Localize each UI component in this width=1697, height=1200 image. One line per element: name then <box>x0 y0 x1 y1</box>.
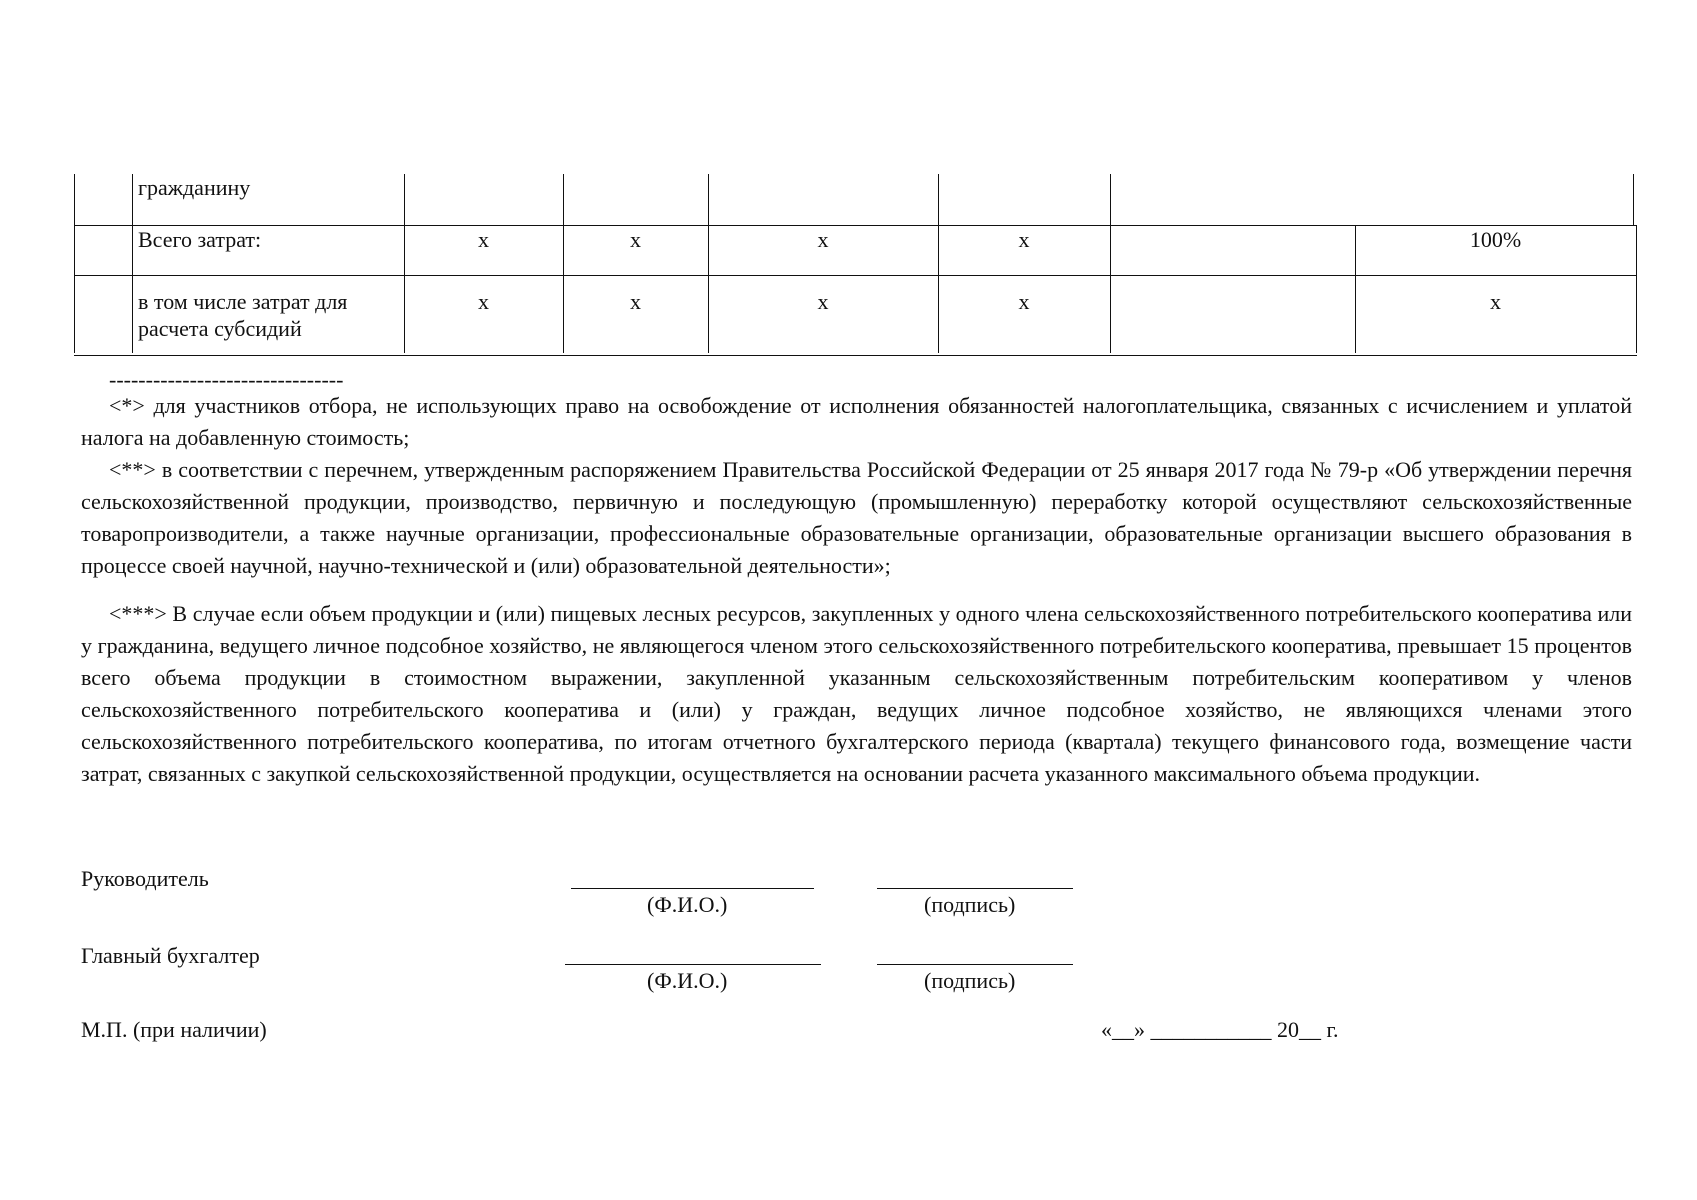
table-cell-percent: 100% <box>1469 227 1522 252</box>
table-cell <box>563 174 708 225</box>
table-border <box>563 174 564 353</box>
table-cell: х <box>817 289 829 314</box>
table-border <box>1633 174 1634 225</box>
table-cell <box>1110 226 1355 275</box>
table-border <box>1110 174 1111 353</box>
accountant-fio-caption: (Ф.И.О.) <box>647 968 728 993</box>
head-label: Руководитель <box>81 866 209 891</box>
footnote-separator: -------------------------------- <box>109 367 344 392</box>
head-fio-line[interactable] <box>571 888 814 889</box>
table-border <box>1636 225 1637 353</box>
table-cell <box>404 174 563 225</box>
table-border <box>404 174 405 353</box>
table-cell: х <box>1018 289 1030 314</box>
table-row-total <box>74 225 1637 275</box>
footnote-spacer <box>81 582 1632 598</box>
table-row <box>74 174 1637 225</box>
head-fio-caption: (Ф.И.О.) <box>647 892 728 917</box>
table-cell <box>938 174 1110 225</box>
table-cell: х <box>478 227 489 252</box>
accountant-fio-line[interactable] <box>565 964 821 965</box>
footnote-2: <**> в соответствии с перечнем, утвержденным распоряжением Правительства Российской Федерации от 25 января 2017 года № 79-р «Об утверждении перечня сельскохозяйственной продукции, производство, первичную и последующую (промышленную) переработку которой осуществляют сельскохозяйственные товаропроизводители, а также научные организации, профессиональные образовательные организации, образовательные организации высшего образования в процессе своей научной, научно-технической и (или) образовательной деятельности»; <box>81 457 1632 578</box>
table-cell <box>1110 174 1355 225</box>
table-cell: х <box>1018 227 1030 252</box>
table-cell <box>708 174 938 225</box>
accountant-signature-caption: (подпись) <box>924 968 1016 993</box>
table-border <box>132 174 133 353</box>
table-border <box>74 174 75 353</box>
table-cell-name: в том числе затрат для расчета субсидий <box>138 289 348 341</box>
table-cell: х <box>630 289 641 314</box>
table-cell-number <box>74 174 132 225</box>
table-cell: х <box>1490 289 1501 314</box>
table-cell-name: гражданину <box>138 175 251 200</box>
footnotes <box>81 367 1632 790</box>
table-cell: х <box>817 227 829 252</box>
footnote-3: <***> В случае если объем продукции и (или) пищевых лесных ресурсов, закупленных у одного члена сельскохозяйственного потребительского кооператива или у гражданина, ведущего личное подсобное хозяйство, не являющегося членом этого сельскохозяйственного потребительского кооператива, превышает 15 процентов всего объема продукции в стоимостном выражении, закупленной указанным сельскохозяйственным потребительским кооперативом у членов сельскохозяйственного потребительского кооператива и (или) у граждан, ведущих личное подсобное хозяйство, не являющихся членами этого сельскохозяйственного потребительского кооператива, по итогам отчетного бухгалтерского периода (квартала) текущего финансового года, возмещение части затрат, связанных с закупкой сельскохозяйственной продукции, осуществляется на основании расчета указанного максимального объема продукции. <box>81 601 1632 786</box>
table-row-subsidy <box>74 275 1637 356</box>
table-cell <box>1110 276 1355 355</box>
table-border <box>938 174 939 353</box>
date-field[interactable]: «__» ___________ 20__ г. <box>1101 1017 1339 1042</box>
table-cell: х <box>630 227 641 252</box>
footnote-1: <*> для участников отбора, не использующих право на освобождение от исполнения обязанностей налогоплательщика, связанных с исчислением и уплатой налога на добавленную стоимость; <box>81 393 1632 450</box>
table-border <box>708 174 709 353</box>
head-signature-line[interactable] <box>877 888 1073 889</box>
table-cell-number <box>74 276 132 355</box>
table-border <box>1355 225 1356 353</box>
head-signature-caption: (подпись) <box>924 892 1016 917</box>
table-cell-name: Всего затрат: <box>138 227 262 252</box>
stamp-label: М.П. (при наличии) <box>81 1017 267 1042</box>
accountant-signature-line[interactable] <box>877 964 1073 965</box>
accountant-label: Главный бухгалтер <box>81 943 260 968</box>
table-cell: х <box>478 289 489 314</box>
table-cell-number <box>74 226 132 275</box>
cost-table <box>74 174 1637 356</box>
